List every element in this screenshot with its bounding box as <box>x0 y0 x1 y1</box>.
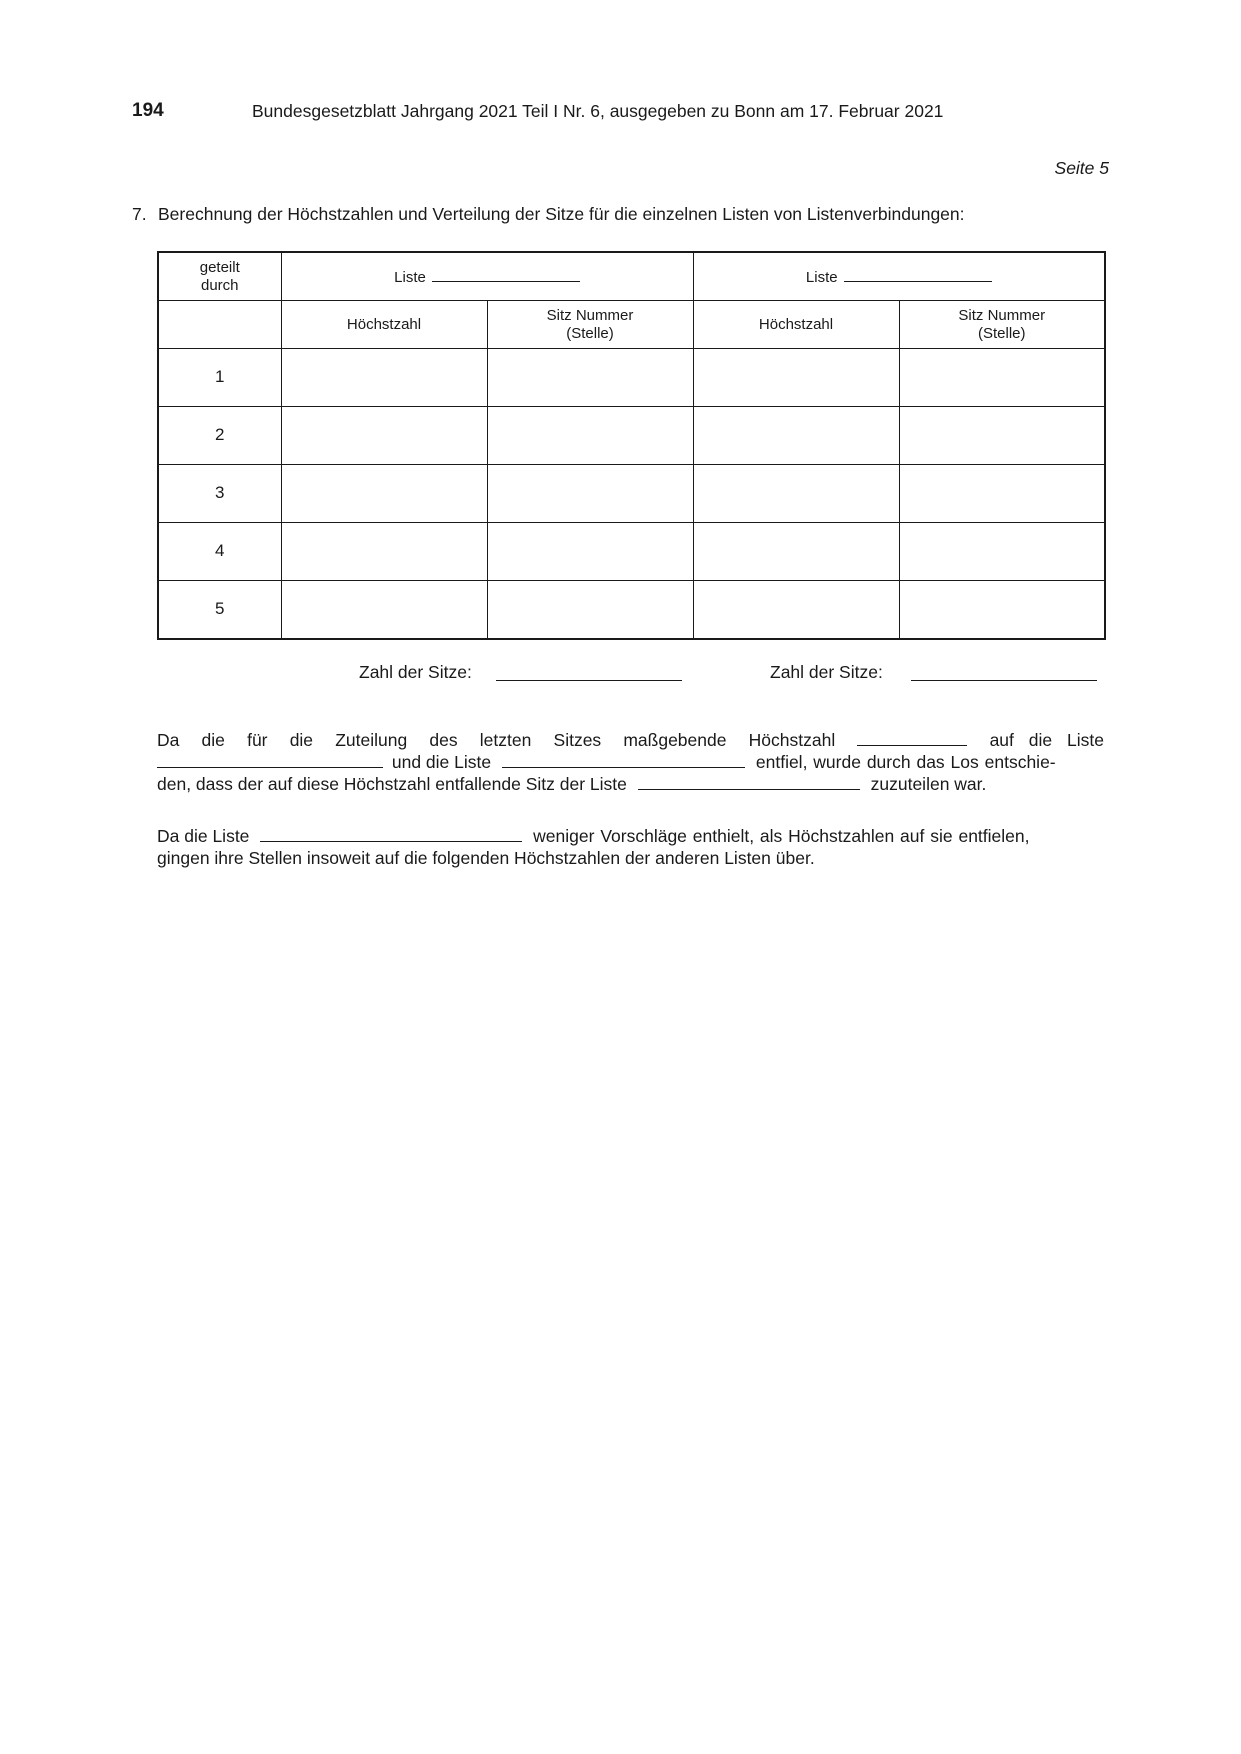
word: maßgebende <box>623 730 727 750</box>
awarded-list-blank[interactable] <box>638 773 860 790</box>
seat-allocation-table <box>157 251 1106 640</box>
sitz-header-line2: (Stelle) <box>566 324 614 342</box>
list-b-seat-count-blank[interactable] <box>911 680 1097 681</box>
list-b-header <box>693 252 1105 301</box>
word: Zuteilung <box>335 730 408 750</box>
running-head: Bundesgesetzblatt Jahrgang 2021 Teil I Nr. 6, ausgegeben zu Bonn am 17. Februar 2021 <box>252 101 944 121</box>
insufficient-candidates-paragraph <box>157 825 1104 869</box>
list-a-sitz-cell[interactable] <box>487 465 693 523</box>
paragraph-line <box>157 847 1104 869</box>
list-a-hoechstzahl-cell[interactable] <box>281 465 487 523</box>
list-a-sitz-cell[interactable] <box>487 523 693 581</box>
table-row <box>158 407 1105 465</box>
list-b-sitz-cell[interactable] <box>899 407 1105 465</box>
line-text: Da die Liste <box>157 826 250 846</box>
paragraph-line <box>157 751 1104 773</box>
sitz-header-line2: (Stelle) <box>977 324 1026 342</box>
list-b-sitz-cell[interactable] <box>899 465 1105 523</box>
line-text: und die Liste <box>391 752 492 772</box>
divisor-header-line1: geteilt <box>199 258 240 276</box>
list-b-label: Liste <box>805 268 838 286</box>
short-list-blank[interactable] <box>260 825 522 842</box>
line-text: den, dass der auf diese Höchstzahl entfallende Sitz der Liste <box>157 774 627 794</box>
line-text: entfiel, wurde durch das Los entschie- <box>755 752 1056 772</box>
page-number: 194 <box>132 100 164 121</box>
list-b-seat-count-label: Zahl der Sitze: <box>770 662 883 682</box>
list-a-hoechstzahl-cell[interactable] <box>281 407 487 465</box>
line-text: auf die Liste <box>989 730 1104 750</box>
list-b-hoechstzahl-cell[interactable] <box>693 581 899 640</box>
paragraph-line <box>157 773 1104 795</box>
word: für <box>247 730 268 750</box>
divisor-cell: 1 <box>158 349 281 407</box>
list-a-seat-count-blank[interactable] <box>496 680 682 681</box>
paragraph-line <box>157 825 1104 847</box>
word: des <box>429 730 458 750</box>
divisor-header-line2: durch <box>200 276 239 294</box>
list-b-hoechstzahl-cell[interactable] <box>693 407 899 465</box>
list-a-label: Liste <box>394 268 426 286</box>
list-a-hoechstzahl-cell[interactable] <box>281 523 487 581</box>
table-row <box>158 349 1105 407</box>
list-b-hoechstzahl-cell[interactable] <box>693 465 899 523</box>
line-text: zuzuteilen war. <box>870 774 987 794</box>
hoechstzahl-blank[interactable] <box>857 729 967 746</box>
divisor-subheader-empty <box>158 301 281 349</box>
word: Da <box>157 730 180 750</box>
list-b-hoechstzahl-cell[interactable] <box>693 523 899 581</box>
section-number: 7. <box>132 204 147 224</box>
line-text: gingen ihre Stellen insoweit auf die folgenden Höchstzahlen der anderen Listen über. <box>157 848 815 868</box>
word: die <box>289 730 314 750</box>
list-a-hoechstzahl-cell[interactable] <box>281 581 487 640</box>
list-a-sitz-cell[interactable] <box>487 581 693 640</box>
divisor-header <box>158 252 281 301</box>
section-heading-text: Berechnung der Höchstzahlen und Verteilung der Sitze für die einzelnen Listen von Listenverbindungen: <box>158 204 965 224</box>
table-subheader-row <box>158 301 1105 349</box>
divisor-cell: 5 <box>158 581 281 640</box>
section-heading <box>132 204 965 225</box>
list-b-name-blank[interactable] <box>844 267 992 282</box>
paragraph-line <box>157 729 1104 751</box>
list-b-sitz-cell[interactable] <box>899 349 1105 407</box>
divisor-cell: 3 <box>158 465 281 523</box>
word: letzten <box>479 730 532 750</box>
divisor-cell: 4 <box>158 523 281 581</box>
list-b-sitz-cell[interactable] <box>899 523 1105 581</box>
list-a-sitz-cell[interactable] <box>487 407 693 465</box>
line-text: weniger Vorschläge enthielt, als Höchstzahlen auf sie entfielen, <box>533 826 1030 846</box>
list-a-header <box>281 252 693 301</box>
word: Höchstzahl <box>748 730 836 750</box>
first-list-blank[interactable] <box>157 751 383 768</box>
table-row <box>158 523 1105 581</box>
lot-decision-paragraph <box>157 729 1104 795</box>
sitz-header-line1: Sitz Nummer <box>546 306 634 324</box>
list-a-sitz-cell[interactable] <box>487 349 693 407</box>
sitz-header-line1: Sitz Nummer <box>958 306 1046 324</box>
list-a-hoechstzahl-header: Höchstzahl <box>281 301 487 349</box>
list-b-sitz-cell[interactable] <box>899 581 1105 640</box>
page-label: Seite 5 <box>1054 158 1109 178</box>
list-a-hoechstzahl-cell[interactable] <box>281 349 487 407</box>
list-a-name-blank[interactable] <box>432 267 580 282</box>
word: die <box>201 730 225 750</box>
list-a-seat-count-label: Zahl der Sitze: <box>359 662 472 682</box>
list-b-hoechstzahl-cell[interactable] <box>693 349 899 407</box>
second-list-blank[interactable] <box>502 751 745 768</box>
divisor-cell: 2 <box>158 407 281 465</box>
table-row <box>158 465 1105 523</box>
list-b-hoechstzahl-header: Höchstzahl <box>693 301 899 349</box>
table-header-row <box>158 252 1105 301</box>
list-b-sitz-header <box>899 301 1105 349</box>
table-row <box>158 581 1105 640</box>
list-a-sitz-header <box>487 301 693 349</box>
word: Sitzes <box>553 730 602 750</box>
